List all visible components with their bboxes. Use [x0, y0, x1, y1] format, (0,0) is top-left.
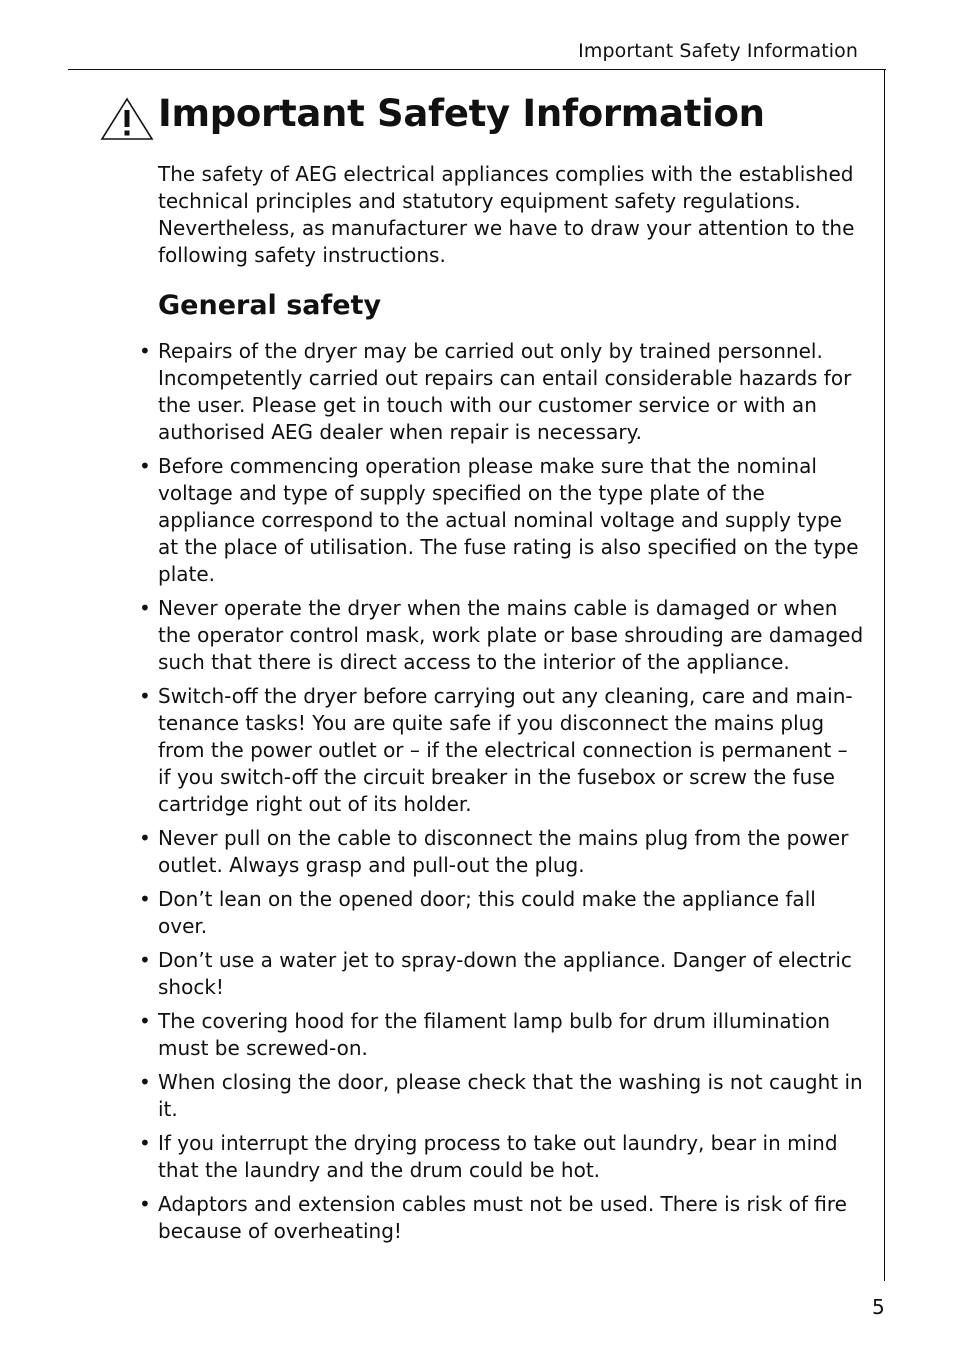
list-item — [136, 1008, 864, 1062]
list-item-text: Never operate the dryer when the mains cable is damaged or when the operator control mask, work plate or base shrouding are damaged such that there is direct access to the interior of the appliance. — [158, 596, 864, 674]
bullet-icon: • — [139, 948, 151, 972]
running-header: Important Safety Information — [578, 40, 858, 62]
list-item-text: Switch-off the dryer before carrying out any cleaning, care and maintenance tasks! You are quite safe if you disconnect the mains plug from the power outlet or – if the electrical connection is permanent – if you switch-off the circuit breaker in the fusebox or screw the fuse cartridge right out of its holder. — [158, 684, 853, 816]
list-item-text: If you interrupt the drying process to take out laundry, bear in mind that the laundry and the drum could be hot. — [158, 1131, 838, 1182]
list-item — [136, 453, 864, 588]
bullet-icon: • — [139, 596, 151, 620]
section-heading-general-safety: General safety — [158, 290, 382, 321]
warning-triangle-icon — [100, 97, 154, 141]
list-item — [136, 825, 864, 879]
bullet-icon: • — [139, 1192, 151, 1216]
list-item-text: Don’t use a water jet to spray-down the appliance. Danger of electric shock! — [158, 948, 852, 999]
bullet-icon: • — [139, 684, 151, 708]
list-item — [136, 1191, 864, 1245]
list-item — [136, 947, 864, 1001]
list-item-text: Before commencing operation please make sure that the nominal voltage and type of supply specified on the type plate of the appliance correspond to the actual nominal voltage and supply type at the place of utilisation. The fuse rating is also specified on the type plate. — [158, 454, 859, 586]
bullet-icon: • — [139, 1131, 151, 1155]
header-rule — [68, 69, 886, 70]
list-item-text: Never pull on the cable to disconnect the mains plug from the power outlet. Always grasp and pull-out the plug. — [158, 826, 849, 877]
bullet-icon: • — [139, 887, 151, 911]
bullet-icon: • — [139, 454, 151, 478]
bullet-icon: • — [139, 339, 151, 363]
list-item — [136, 595, 864, 676]
list-item-text: Repairs of the dryer may be carried out only by trained personnel. Incompetently carried out repairs can entail considerable hazards for the user. Please get in touch with our customer service or with an authorised AEG dealer when repair is necessary. — [158, 339, 852, 444]
list-item — [136, 886, 864, 940]
list-item-text: The covering hood for the filament lamp bulb for drum illumination must be screwed-on. — [158, 1009, 830, 1060]
bullet-icon: • — [139, 1070, 151, 1094]
bullet-icon: • — [139, 1009, 151, 1033]
list-item — [136, 683, 864, 818]
bullet-icon: • — [139, 826, 151, 850]
margin-rule — [884, 69, 885, 1281]
page-number: 5 — [872, 1295, 885, 1319]
list-item-text: Adaptors and extension cables must not be used. There is risk of fire because of overheating! — [158, 1192, 847, 1243]
safety-bullet-list — [136, 338, 864, 1252]
list-item — [136, 338, 864, 446]
list-item-text: When closing the door, please check that the washing is not caught in it. — [158, 1070, 863, 1121]
list-item-text: Don’t lean on the opened door; this could make the appliance fall over. — [158, 887, 816, 938]
intro-paragraph: The safety of AEG electrical appliances complies with the established technical principles and statutory equipment safety regulations. Nevertheless, as manufacturer we have to draw your attention to the following safety instructions. — [158, 162, 855, 267]
list-item — [136, 1069, 864, 1123]
list-item — [136, 1130, 864, 1184]
page-title: Important Safety Information — [158, 92, 765, 135]
